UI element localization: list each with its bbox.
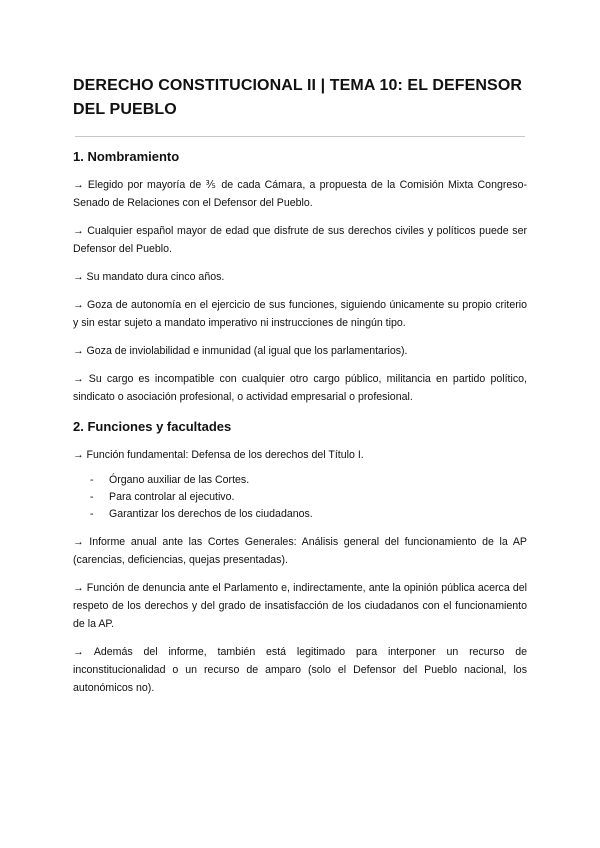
list-item-text: Órgano auxiliar de las Cortes.	[109, 474, 250, 486]
paragraph: → Función fundamental: Defensa de los derechos del Título I.	[73, 449, 364, 461]
list-item	[73, 506, 527, 523]
dash-marker: -	[90, 491, 94, 503]
paragraph: → Cualquier español mayor de edad que disfrute de sus derechos civiles y políticos puede ser Defensor del Pueblo.	[73, 225, 527, 255]
list-item-text: Garantizar los derechos de los ciudadanos.	[109, 508, 313, 520]
dash-marker: -	[90, 474, 94, 486]
paragraph: → Su cargo es incompatible con cualquier otro cargo público, militancia en partido político, sindicato o asociación profesional, o actividad empresarial o profesional.	[73, 373, 527, 403]
paragraph: → Además del informe, también está legitimado para interponer un recurso de inconstitucionalidad o un recurso de amparo (solo el Defensor del Pueblo nacional, los autonómicos no).	[73, 646, 527, 694]
list-item	[73, 472, 527, 489]
section-heading: 2. Funciones y facultades	[73, 419, 232, 434]
document-title: DERECHO CONSTITUCIONAL II | TEMA 10: EL DEFENSOR DEL PUEBLO	[73, 77, 523, 118]
paragraph: → Elegido por mayoría de ⅗ de cada Cámara, a propuesta de la Comisión Mixta Congreso-Senado de Relaciones con el Defensor del Pueblo.	[73, 179, 527, 209]
section-funciones	[73, 418, 527, 697]
section-nombramiento	[73, 148, 527, 406]
paragraph: → Goza de autonomía en el ejercicio de sus funciones, siguiendo únicamente su propio criterio y sin estar sujeto a mandato imperativo ni instrucciones de ningún tipo.	[73, 299, 527, 329]
paragraph: → Informe anual ante las Cortes Generales: Análisis general del funcionamiento de la AP (carencias, deficiencias, quejas presentadas).	[73, 536, 527, 566]
paragraph: → Goza de inviolabilidad e inmunidad (al igual que los parlamentarios).	[73, 345, 408, 357]
list-item-text: Para controlar al ejecutivo.	[109, 491, 235, 503]
dash-marker: -	[90, 508, 94, 520]
list-item	[73, 489, 527, 506]
paragraph: → Su mandato dura cinco años.	[73, 271, 225, 283]
dash-list	[73, 472, 527, 523]
paragraph: → Función de denuncia ante el Parlamento e, indirectamente, ante la opinión pública acerca del respeto de los derechos y del grado de insatisfacción de los ciudadanos con el funcionamiento de la AP.	[73, 582, 527, 630]
section-heading: 1. Nombramiento	[73, 149, 180, 164]
title-divider	[75, 136, 525, 137]
